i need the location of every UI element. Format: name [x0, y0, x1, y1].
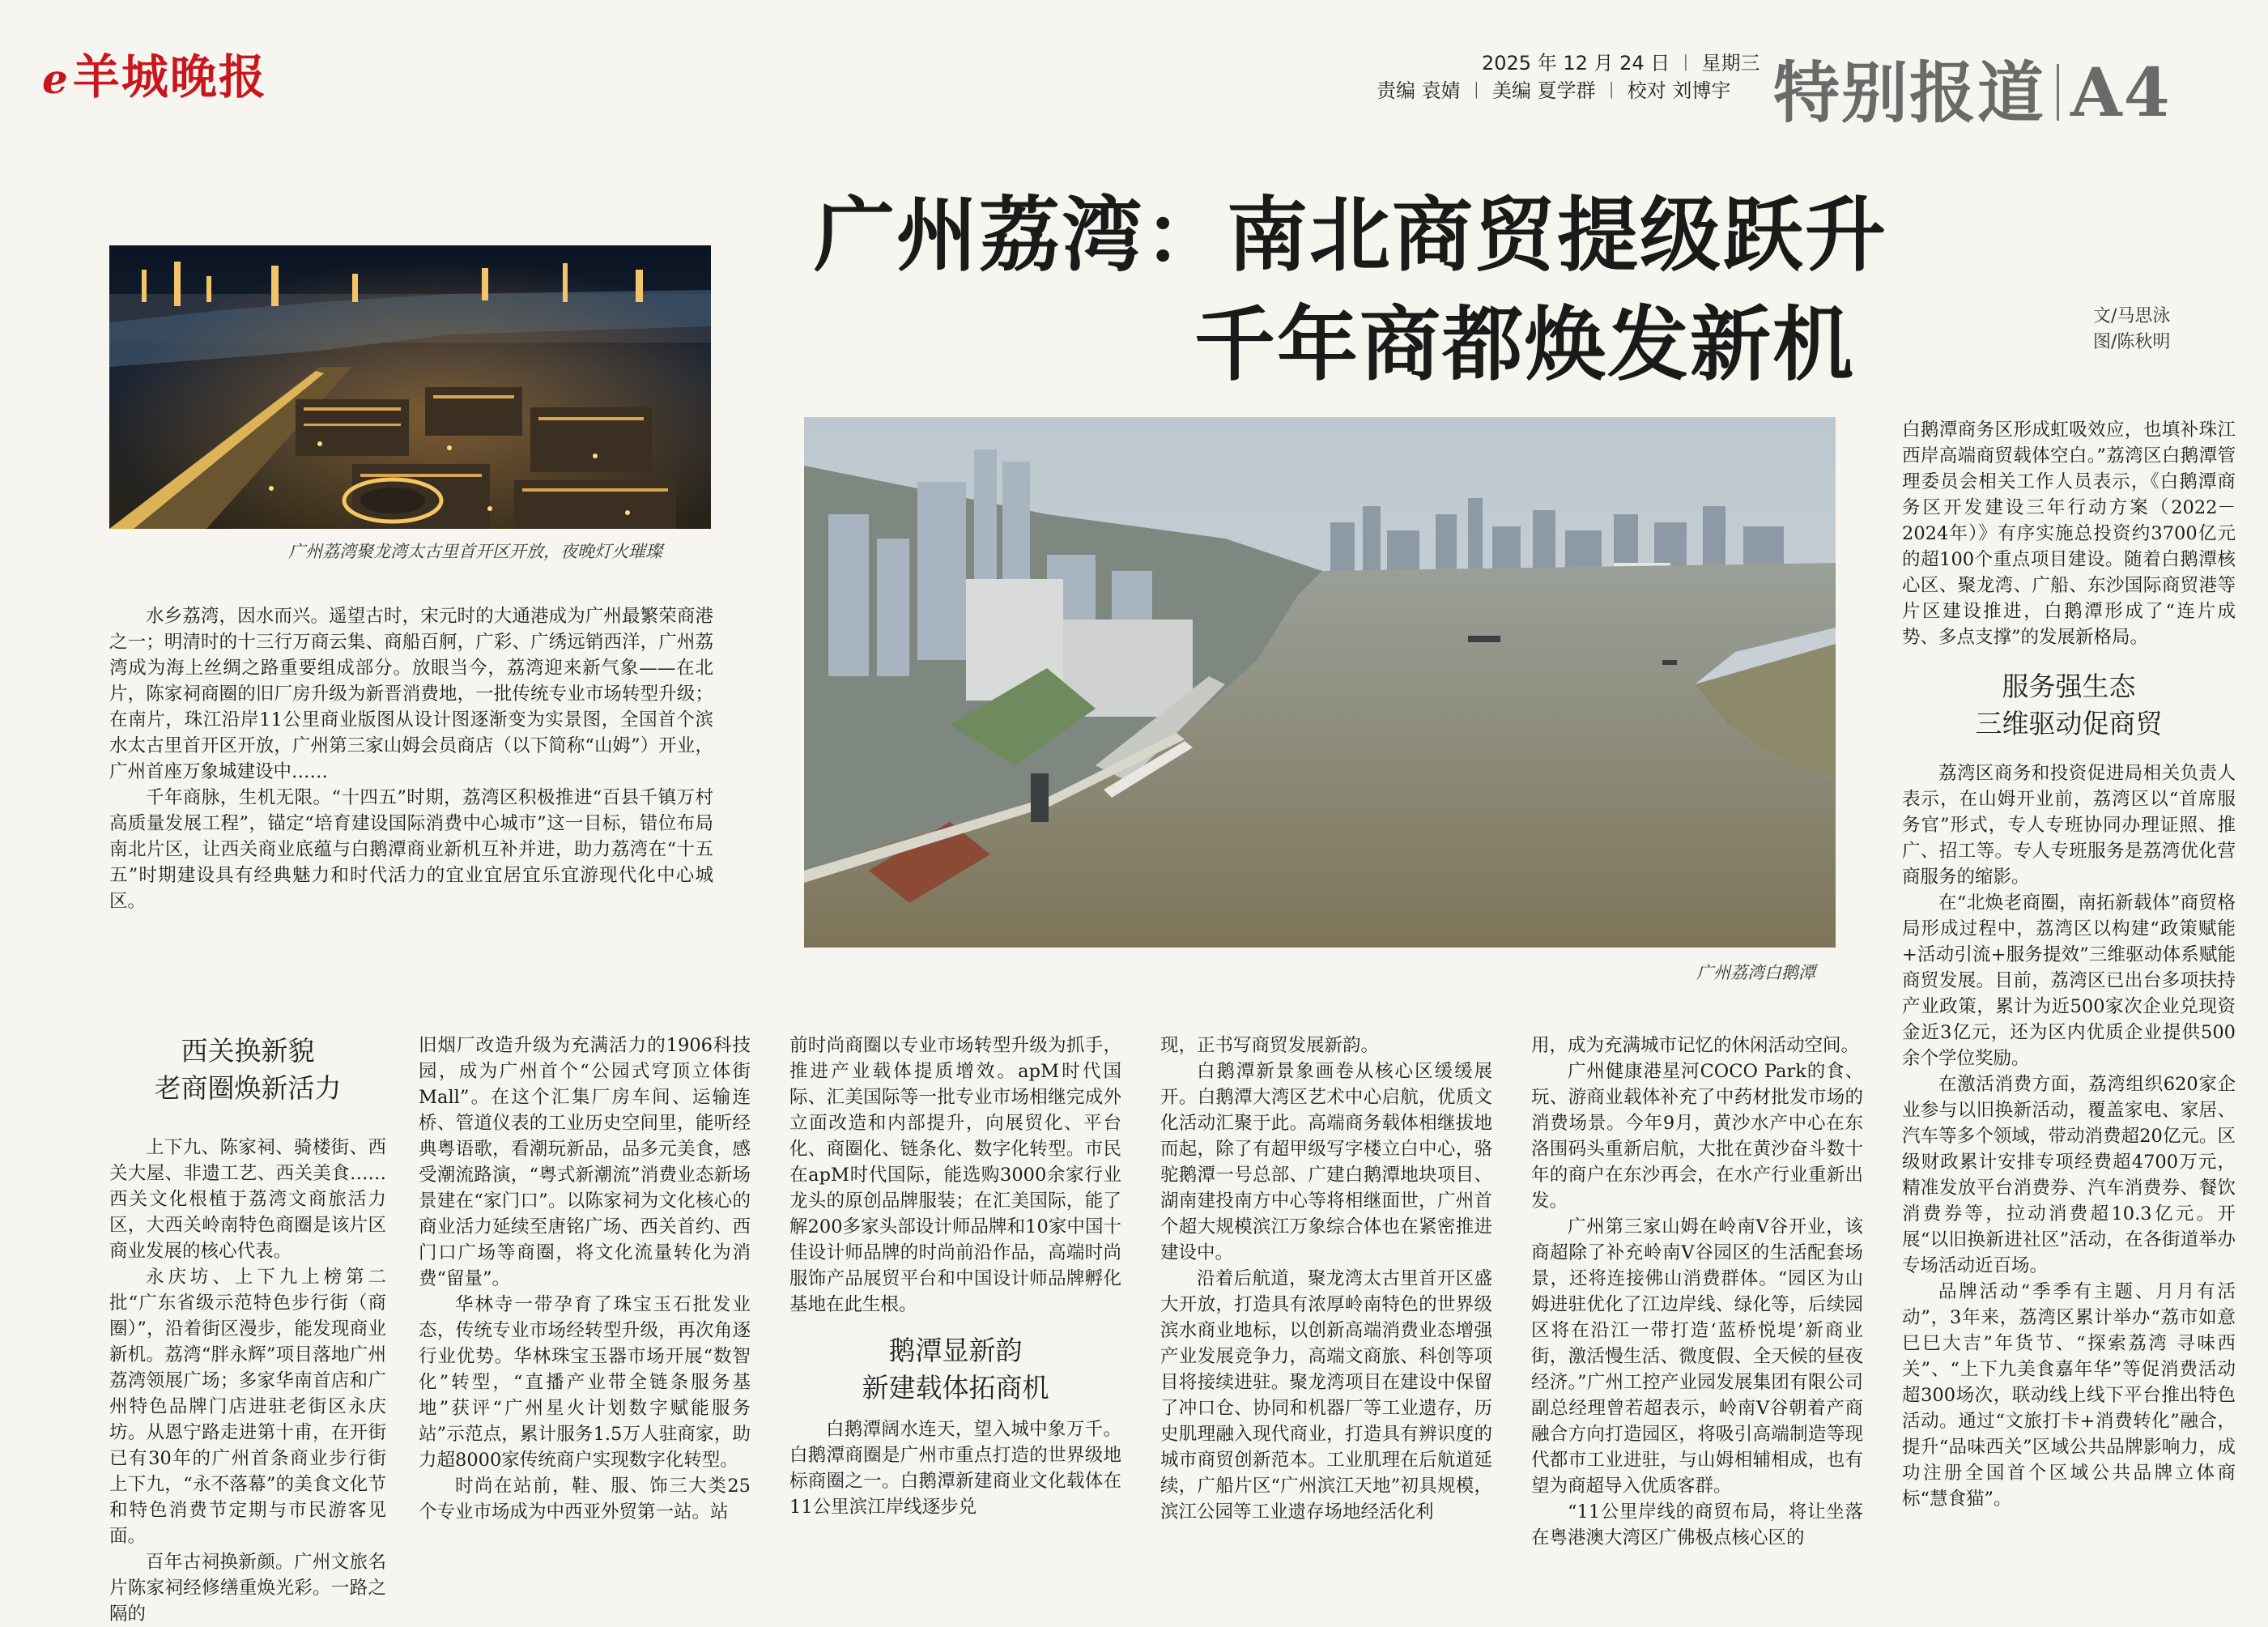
body-paragraph: 广州第三家山姆在岭南V谷开业，该商超除了补充岭南V谷园区的生活配套场景，还将连接佛山消费群体。“园区为山姆进驻优化了江边岸线、绿化等，后续园区将在沿江一带打造‘蓝桥悦堤’新商业街，激活慢生活、微度假、全天候的昼夜经济。”广州工控产业园发展集团有限公司副总经理曾若超表示，岭南V谷朝着产商融合方向打造园区，将吸引高端制造等现代都市工业进驻，与山姆相辅相成，也有望为商超导入优质客群。	[1531, 1216, 1863, 1497]
article-column-3	[789, 1033, 1121, 1551]
article-column-2	[419, 1033, 751, 1551]
article-column-6	[1902, 417, 2236, 1551]
body-paragraph: 在激活消费方面，荔湾组织620家企业参与以旧换新活动，覆盖家电、家居、汽车等多个领域，带动消费超20亿元。区级财政累计安排专项经费超4700万元，精准发放平台消费券、汽车消费券、餐饮消费券等，拉动消费超10.3亿元。开展“以旧换新进社区”活动，在各街道举办专场活动近百场。	[1902, 1074, 2236, 1276]
night-photo-caption: 广州荔湾聚龙湾太古里首开区开放，夜晚灯火璀璨	[288, 542, 662, 561]
body-paragraph: 在“北焕老商圈，南拓新载体”商贸格局形成过程中，荔湾区以构建“政策赋能+活动引流+服务提效”三维驱动体系赋能商贸发展。目前，荔湾区已出台多项扶持产业政策，累计为近500家次企业兑现资金近3亿元，还为区内优质企业提供500余个学位奖励。	[1902, 892, 2236, 1069]
article-column-1	[109, 1033, 386, 1625]
body-paragraph: 荔湾区商务和投资促进局相关负责人表示，在山姆开业前，荔湾区以“首席服务官”形式，专人专班协同办理证照、推广、招工等。专人专班服务是荔湾优化营商服务的缩影。	[1902, 763, 2236, 888]
subheading-baietan: 鹅潭显新韵 新建载体拓商机	[862, 1335, 1049, 1403]
lead-paragraph: 千年商脉，生机无限。“十四五”时期，荔湾区积极推进“百县千镇万村高质量发展工程”，锚定“培育建设国际消费中心城市”这一目标，错位布局南北片区，让西关商业底蕴与白鹅潭商业新机互补并进，助力荔湾在“十五五”时期建设具有经典魅力和时代活力的宜业宜居宜乐宜游现代化中心城区。	[109, 787, 713, 912]
body-paragraph: 广州健康港星河COCO Park的食、玩、游商业载体补充了中药材批发市场的消费场景。今年9月，黄沙水产中心在东洛围码头重新启航，大批在黄沙奋斗数十年的商户在东沙再会，在水产行业重新出发。	[1531, 1061, 1863, 1212]
headline-line-1: 广州荔湾：南北商贸提级跃升	[814, 188, 1887, 283]
lead-paragraph: 水乡荔湾，因水而兴。遥望古时，宋元时的大通港成为广州最繁荣商港之一；明清时的十三行万商云集、商船百舸，广彩、广绣远销西洋，广州荔湾成为海上丝绸之路重要组成部分。放眼当今，荔湾迎来新气象——在北片，陈家祠商圈的旧厂房升级为新晋消费地，一批传统专业市场转型升级；在南片，珠江沿岸11公里商业版图从设计图逐渐变为实景图，全国首个滨水太古里首开区开放，广州第三家山姆会员商店（以下简称“山姆”）开业，广州首座万象城建设中……	[109, 606, 713, 782]
newspaper-logo: e羊城晚报	[42, 49, 267, 104]
body-paragraph: 白鹅潭商务区形成虹吸效应，也填补珠江西岸高端商贸载体空白。”荔湾区白鹅潭管理委员会相关工作人员表示，《白鹅潭商务区开发建设三年行动方案（2022－2024年）》有序实施总投资约3700亿元的超100个重点项目建设。随着白鹅潭核心区、聚龙湾、广船、东沙国际商贸港等片区建设推进，白鹅潭形成了“连片成势、多点支撑”的发展新格局。	[1902, 420, 2236, 648]
body-paragraph: 沿着后航道，聚龙湾太古里首开区盛大开放，打造具有浓厚岭南特色的世界级滨水商业地标，以创新高端消费业态增强产业发展竞争力，高端文商旅、科创等项目将接续进驻。聚龙湾项目在建设中保留了冲口仓、协同和机器厂等工业遗存，历史肌理融入现代商业，打造具有辨识度的城市商贸创新范本。工业肌理在后航道延续，广船片区“广州滨江天地”初具规模，滨江公园等工业遗存场地经活化利	[1160, 1268, 1492, 1523]
body-paragraph: 白鹅潭阔水连天，望入城中象万千。白鹅潭商圈是广州市重点打造的世界级地标商圈之一。白鹅潭新建商业文化载体在11公里滨江岸线逐步兑	[789, 1419, 1121, 1518]
editor-credits: 责编 袁婧 ︱ 美编 夏学群 ︱ 校对 刘博宇	[1377, 79, 1731, 102]
issue-date: 2025 年 12 月 24 日 ︱ 星期三	[1482, 52, 1760, 75]
body-paragraph: 用，成为充满城市记忆的休闲活动空间。	[1531, 1035, 1860, 1056]
article-column-4	[1160, 1033, 1492, 1551]
subheading-service: 服务强生态 三维驱动促商贸	[1975, 671, 2163, 739]
page-number: A4	[2070, 54, 2172, 132]
body-paragraph: 华林寺一带孕育了珠宝玉石批发业态，传统专业市场经转型升级，再次角逐行业优势。华林珠宝玉器市场开展“数智化”转型，“直播产业带全链条服务基地”获评“广州星火计划数字赋能服务站”示范点，累计服务1.5万人驻商家，助力超8000家传统商户实现数字化转型。	[419, 1294, 751, 1471]
article-column-5	[1531, 1033, 1863, 1551]
night-city-photo	[109, 245, 711, 529]
headline-line-2: 千年商都焕发新机	[1194, 297, 1855, 392]
body-paragraph: 百年古祠换新颜。广州文旅名片陈家祠经修缮重焕光彩。一路之隔的	[109, 1552, 386, 1625]
body-paragraph: 现，正书写商贸发展新韵。	[1160, 1035, 1380, 1056]
body-paragraph: 品牌活动“季季有主题、月月有活动”，3年来，荔湾区累计举办“荔市如意 巳巳大吉”年货节、“探索荔湾 寻味西关”、“上下九美食嘉年华”等促消费活动超300场次，联动线上线下平台推出特色活动。通过“文旅打卡+消费转化”融合，提升“品味西关”区域公共品牌影响力，成功注册全国首个区域公共品牌立体商标“慧食猫”。	[1902, 1281, 2236, 1510]
body-paragraph: 前时尚商圈以专业市场转型升级为抓手，推进产业载体提质增效。apM时代国际、汇美国际等一批专业市场相继完成外立面改造和内部提升，向展贸化、平台化、商圈化、链条化、数字化转型。市民在apM时代国际，能选购3000余家行业龙头的原创品牌服装；在汇美国际，能了解200多家头部设计师品牌和10家中国十佳设计师品牌的时尚前沿作品，高端时尚服饰产品展贸平台和中国设计师品牌孵化基地在此生根。	[789, 1035, 1121, 1315]
body-paragraph: 时尚在站前，鞋、服、饰三大类25个专业市场成为中西亚外贸第一站。站	[419, 1476, 751, 1523]
body-paragraph: 永庆坊、上下九上榜第二批“广东省级示范特色步行街（商圈）”，沿着街区漫步，能发现商业新机。荔湾“胖永辉”项目落地广州荔湾领展广场；多家华南首店和广州特色品牌门店进驻老街区永庆坊。从恩宁路走进第十甫，在开街已有30年的广州首条商业步行街上下九，“永不落幕”的美食文化节和特色消费节定期与市民游客见面。	[109, 1267, 386, 1547]
section-title: 特别报道 A4	[1773, 54, 2172, 132]
writer-credit: 文/马思泳	[2093, 306, 2171, 326]
byline	[2093, 304, 2170, 356]
river-photo-caption: 广州荔湾白鹅潭	[1696, 963, 1815, 982]
body-paragraph: 旧烟厂改造升级为充满活力的1906科技园，成为广州首个“公园式穹顶立体街Mall”。在这个汇集厂房车间、运输连桥、管道仪表的工业历史空间里，能听经典粤语歌，看潮玩新品，品多元美食，感受潮流路演，“粤式新潮流”消费业态新场景建在“家门口”。以陈家祠为文化核心的商业活力延续至唐铭广场、西关首约、西门口广场等商圈，将文化流量转化为消费“留量”。	[419, 1035, 751, 1289]
river-aerial-photo	[804, 417, 1836, 948]
body-paragraph: “11公里岸线的商贸布局，将让坐落在粤港澳大湾区广佛极点核心区的	[1531, 1501, 1863, 1548]
article-lead	[109, 603, 713, 914]
subheading-xiguan: 西关换新貌 老商圈焕新活力	[154, 1035, 342, 1104]
body-paragraph: 白鹅潭新景象画卷从核心区缓缓展开。白鹅潭大湾区艺术中心启航，优质文化活动汇聚于此。高端商务载体相继拔地而起，除了有超甲级写字楼立白中心，骆驼鹅潭一号总部、广建白鹅潭地块项目、湖南建投南方中心等将相继面世，广州首个超大规模滨江万象综合体也在紧密推进建设中。	[1160, 1061, 1492, 1263]
photographer-credit: 图/陈秋明	[2093, 332, 2171, 352]
body-paragraph: 上下九、陈家祠、骑楼街、西关大屋、非遗工艺、西关美食……西关文化根植于荔湾文商旅活力区，大西关岭南特色商圈是该片区商业发展的核心代表。	[109, 1137, 386, 1262]
